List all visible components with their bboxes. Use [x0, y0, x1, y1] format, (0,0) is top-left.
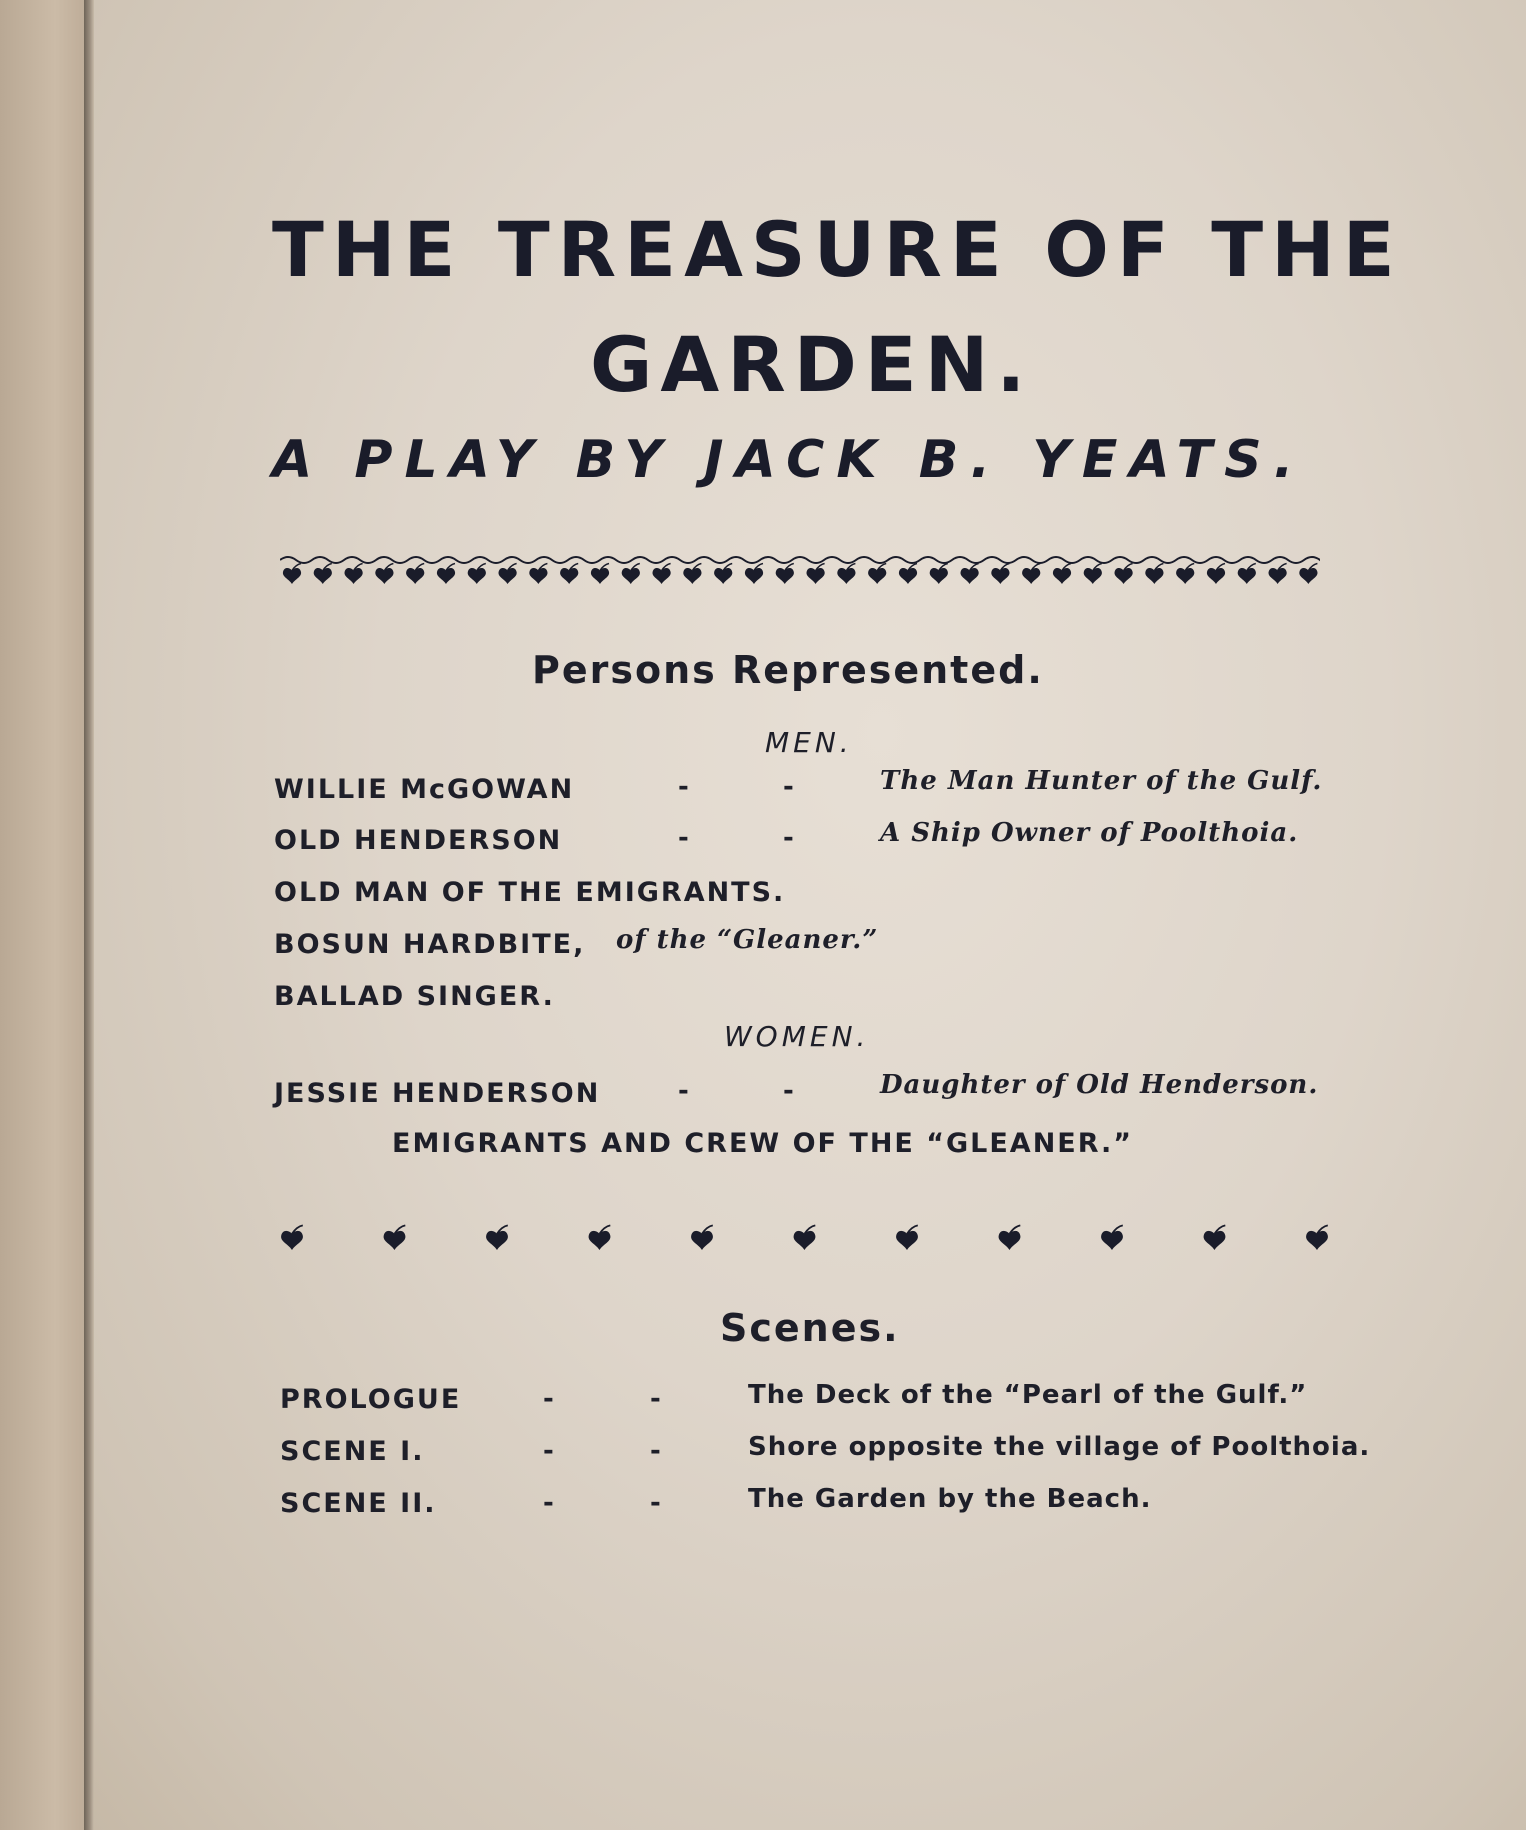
person-role: A Ship Owner of Poolthoia.	[880, 818, 1299, 848]
scene-desc: The Deck of the “Pearl of the Gulf.”	[748, 1380, 1308, 1410]
dash: -	[678, 823, 689, 853]
person-name: BOSUN HARDBITE,	[274, 929, 586, 960]
ivy-leaf-icon	[283, 564, 301, 585]
ivy-leaf-icon	[1299, 564, 1317, 585]
ivy-leaf-icon	[560, 564, 578, 585]
dash: -	[543, 1384, 554, 1414]
ivy-leaf-icon	[1145, 564, 1163, 585]
ivy-leaf-icon	[1101, 1225, 1123, 1250]
ivy-leaf-icon	[622, 564, 640, 585]
person-role: The Man Hunter of the Gulf.	[880, 766, 1323, 796]
book-gutter	[84, 0, 94, 1830]
ivy-leaf-icon	[1115, 564, 1133, 585]
ivy-leaf-icon	[591, 564, 609, 585]
person-role: of the “Gleaner.”	[616, 925, 879, 955]
ivy-leaf-icon	[589, 1225, 611, 1250]
others-line: EMIGRANTS AND CREW OF THE “GLEANER.”	[392, 1128, 1134, 1159]
person-name: BALLAD SINGER.	[274, 981, 555, 1012]
dash: -	[650, 1436, 661, 1466]
person-name: JESSIE HENDERSON	[274, 1078, 601, 1109]
ivy-leaf-icon	[899, 564, 917, 585]
dash: -	[783, 823, 794, 853]
ivy-leaf-divider	[270, 1210, 1340, 1260]
ivy-leaf-icon	[868, 564, 886, 585]
ivy-leaf-icon	[691, 1225, 713, 1250]
ivy-leaf-icon	[375, 564, 393, 585]
ivy-leaf-icon	[406, 564, 424, 585]
ivy-leaf-icon	[807, 564, 825, 585]
dash: -	[650, 1488, 661, 1518]
person-role: Daughter of Old Henderson.	[880, 1070, 1319, 1100]
ivy-leaf-icon	[961, 564, 979, 585]
scene-desc: Shore opposite the village of Poolthoia.	[748, 1432, 1371, 1462]
ivy-leaf-icon	[837, 564, 855, 585]
women-label: WOMEN.	[724, 1020, 870, 1053]
dash: -	[678, 772, 689, 802]
dash: -	[543, 1436, 554, 1466]
ivy-leaf-icon	[1306, 1225, 1328, 1250]
ivy-leaf-icon	[776, 564, 794, 585]
title-line-2: GARDEN.	[590, 320, 1034, 409]
ivy-leaf-icon	[314, 564, 332, 585]
scene-label: SCENE I.	[280, 1436, 425, 1467]
dash: -	[783, 1076, 794, 1106]
byline: A PLAY BY JACK B. YEATS.	[272, 430, 1306, 490]
person-name: WILLIE McGOWAN	[274, 774, 575, 805]
ivy-leaf-icon	[930, 564, 948, 585]
ivy-leaf-icon	[1207, 564, 1225, 585]
scenes-heading: Scenes.	[720, 1306, 900, 1350]
men-label: MEN.	[765, 726, 853, 759]
ivy-leaf-icon	[683, 564, 701, 585]
ivy-leaf-icon	[468, 564, 486, 585]
dash: -	[678, 1076, 689, 1106]
scene-label: SCENE II.	[280, 1488, 437, 1519]
scene-desc: The Garden by the Beach.	[748, 1484, 1152, 1514]
ivy-leaf-icon	[499, 564, 517, 585]
vine-line	[280, 557, 1320, 563]
ivy-leaf-icon	[486, 1225, 508, 1250]
dash: -	[650, 1384, 661, 1414]
dash: -	[783, 772, 794, 802]
ivy-leaf-icon	[1204, 1225, 1226, 1250]
dash: -	[543, 1488, 554, 1518]
scene-label: PROLOGUE	[280, 1384, 462, 1415]
ivy-leaf-icon	[653, 564, 671, 585]
ivy-leaf-icon	[714, 564, 732, 585]
facing-page	[0, 0, 92, 1830]
ivy-leaf-icon	[345, 564, 363, 585]
ivy-leaf-icon	[1269, 564, 1287, 585]
ivy-leaf-icon	[745, 564, 763, 585]
person-name: OLD HENDERSON	[274, 825, 563, 856]
person-name: OLD MAN OF THE EMIGRANTS.	[274, 877, 786, 908]
persons-heading: Persons Represented.	[532, 648, 1044, 692]
ivy-leaf-border-icon	[280, 550, 1320, 590]
ivy-leaf-icon	[384, 1225, 406, 1250]
ivy-leaf-icon	[281, 1225, 303, 1250]
ivy-leaf-icon	[1022, 564, 1040, 585]
ivy-leaf-icon	[991, 564, 1009, 585]
ivy-leaf-icon	[529, 564, 547, 585]
title-line-1: THE TREASURE OF THE	[272, 205, 1403, 294]
ivy-leaf-icon	[1176, 564, 1194, 585]
ivy-leaf-icon	[1053, 564, 1071, 585]
ivy-leaf-icon	[794, 1225, 816, 1250]
ivy-leaf-icon	[437, 564, 455, 585]
ivy-leaf-icon	[1238, 564, 1256, 585]
ivy-leaf-icon	[999, 1225, 1021, 1250]
ivy-leaf-icon	[1084, 564, 1102, 585]
ivy-leaf-icon	[896, 1225, 918, 1250]
